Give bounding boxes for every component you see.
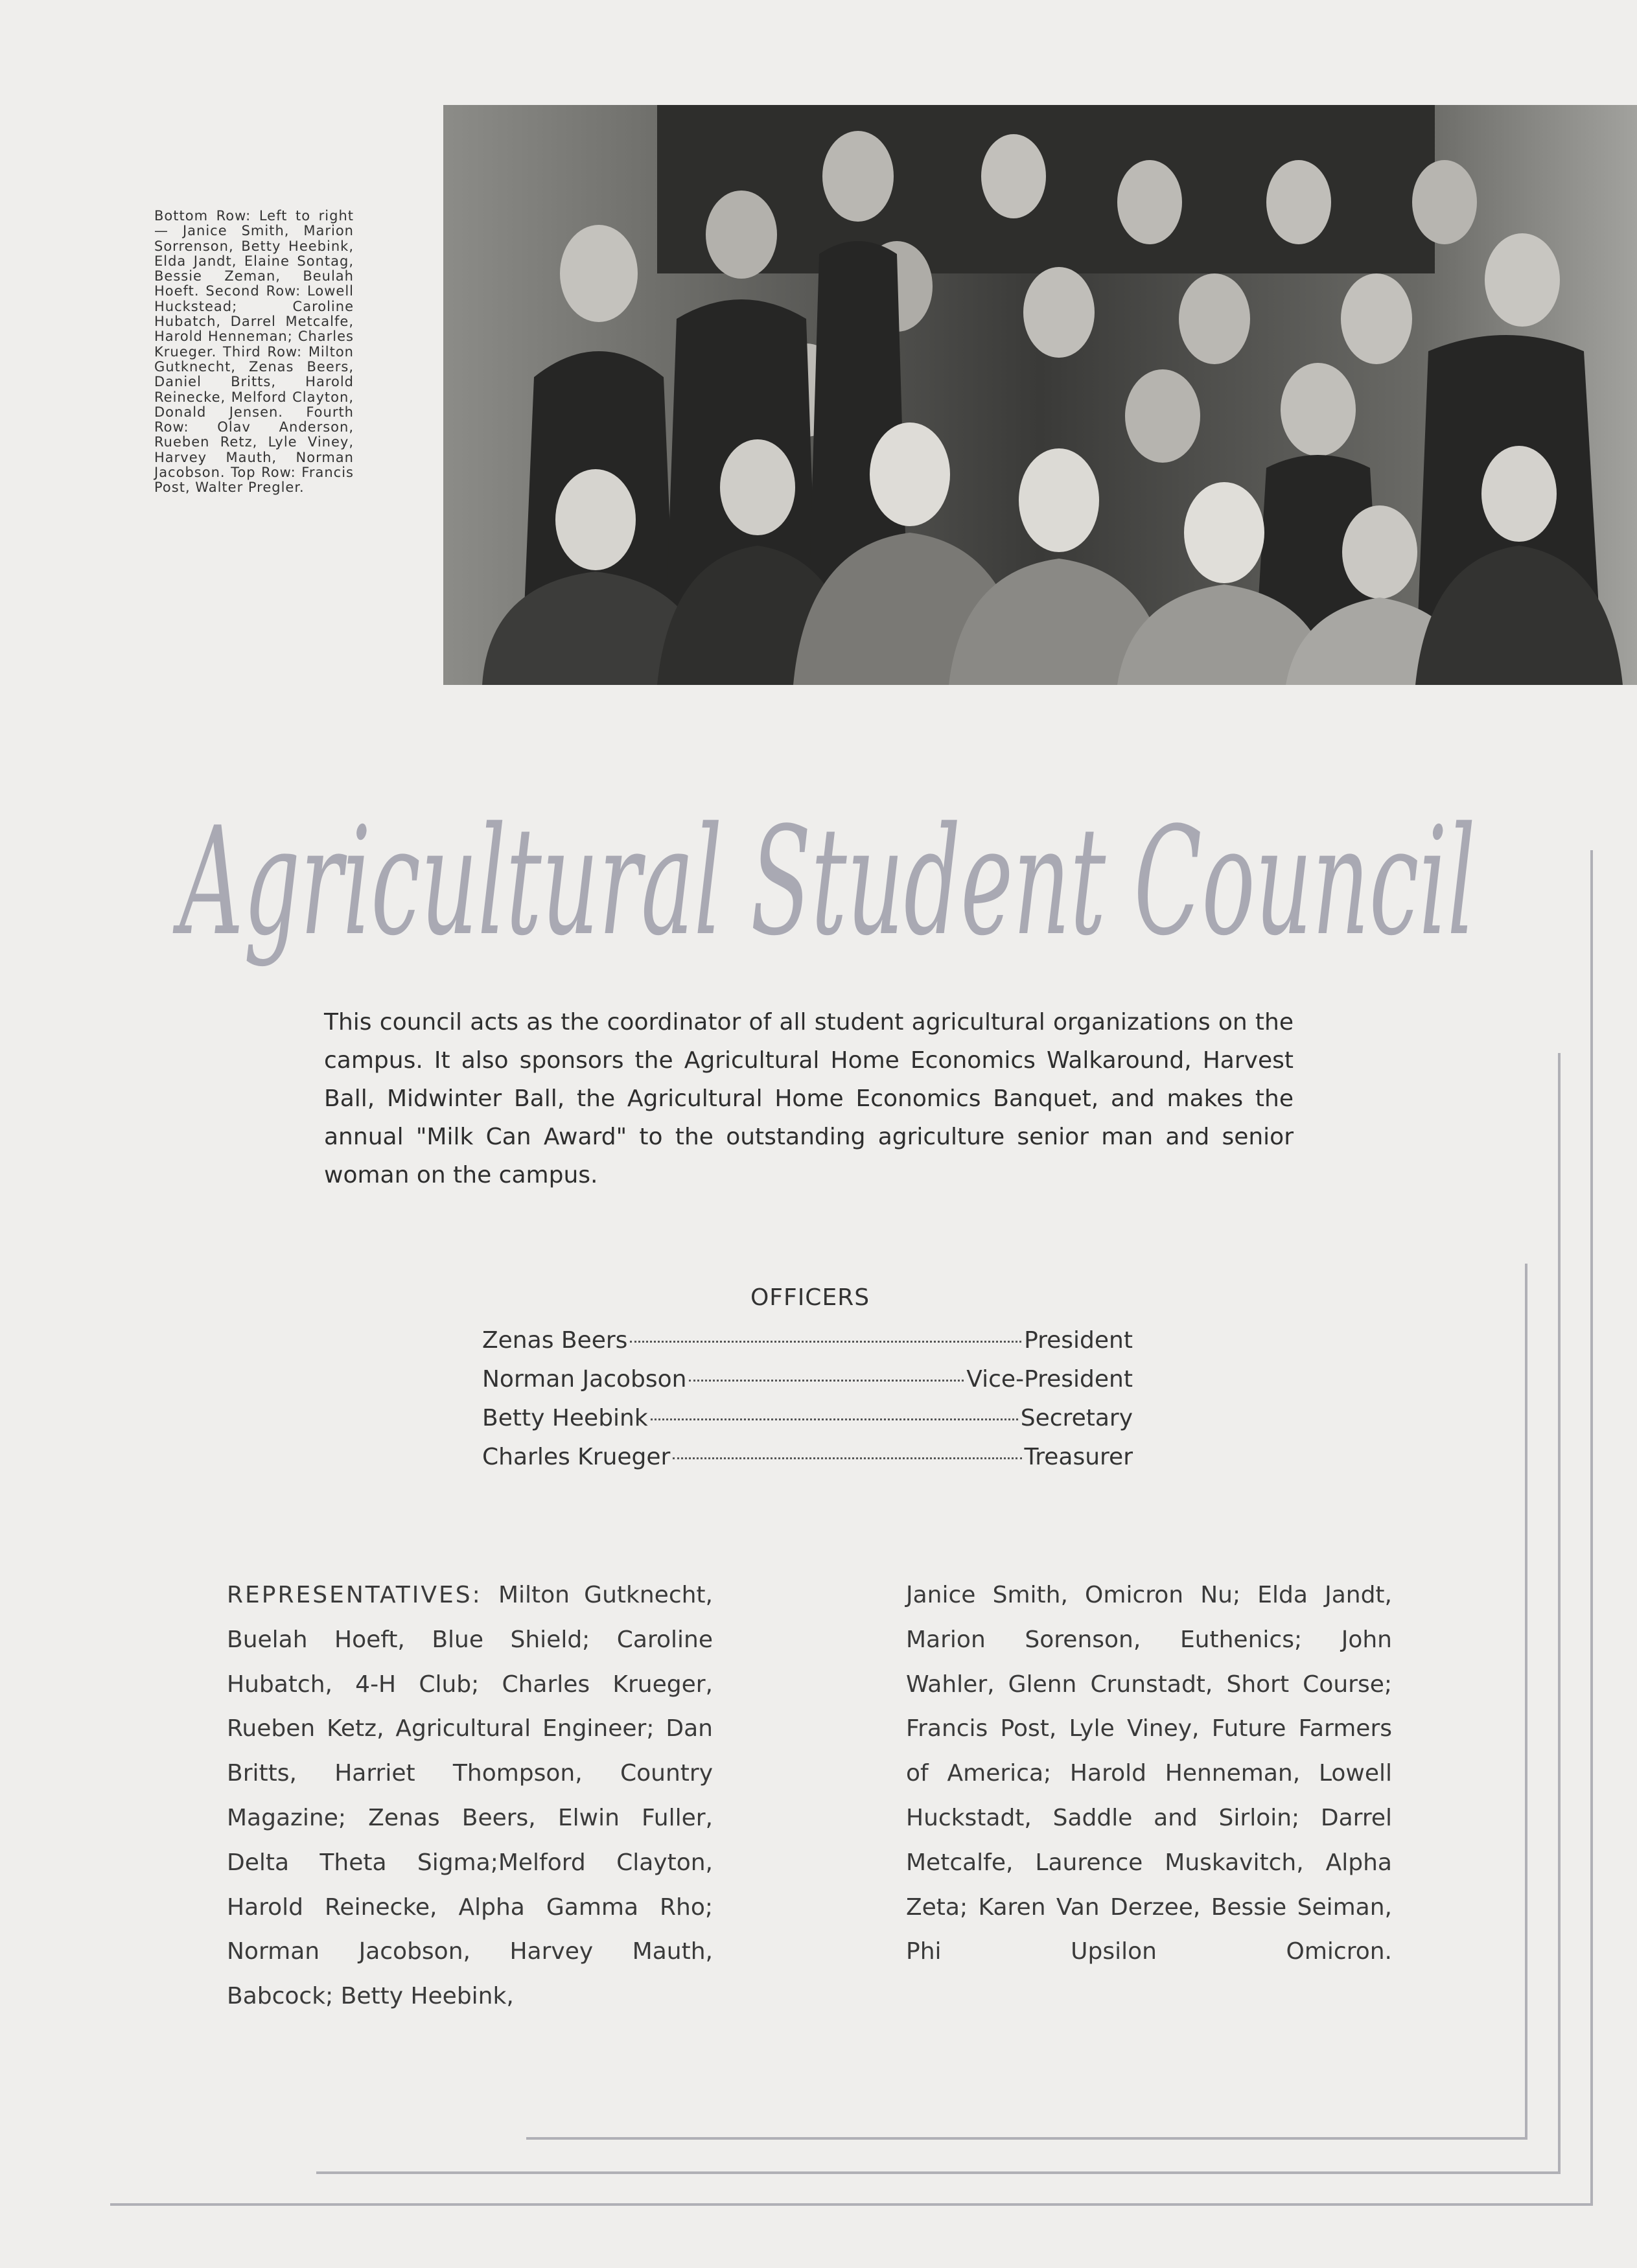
photo-caption: Bottom Row: Left to right — Janice Smith, Marion Sorrenson, Betty Heebink, Elda Jandt, Elaine Sontag, Bessie Zeman, Beulah Hoeft. Second Row: Lowell Huckstead; Caroline Hubatch, Darrel Metcalfe, Harold Henneman; Charles Krueger. Third Row: Milton Gutknecht, Zenas Beers, Daniel Britts, Harold Reinecke, Melford Clayton, Donald Jensen. Fourth Row: Olav Anderson, Rueben Retz, Lyle Viney, Harvey Mauth, Norman Jacobson. Top Row: Francis Post, Walter Pregler. [154,208,354,496]
page-title [170,761,1485,995]
leader-dots [689,1380,964,1382]
representatives-text-right: Janice Smith, Omicron Nu; Elda Jandt, Marion Sorenson, Euthenics; John Wahler, Glenn Crunstadt, Short Course; Francis Post, Lyle Viney, Future Farmers of America; Harold Henneman, Lowell Huckstadt, Saddle and Sirloin; Darrel Metcalfe, Laurence Muskavitch, Alpha Zeta; Karen Van Derzee, Bessie Seiman, Phi Upsilon Omicron. [906,1582,1392,1965]
representatives-label: REPRESENTATIVES: [227,1582,498,1608]
officer-row [482,1366,1133,1405]
officers-heading: OFFICERS [750,1284,870,1311]
frame-rule-bottom-outer [110,2203,1593,2206]
officer-row [482,1327,1133,1366]
officer-role: Vice-President [966,1366,1133,1393]
officer-role: Secretary [1020,1405,1133,1431]
svg-text:Agricultural Student Council: Agricultural Student Council [172,796,1476,969]
frame-rule-bottom-middle [316,2171,1561,2174]
officer-role: President [1024,1327,1133,1354]
leader-dots [673,1457,1021,1459]
representatives-left-column [227,1573,713,2019]
officer-name: Zenas Beers [482,1327,628,1354]
frame-rule-right-outer [1590,850,1593,2204]
officer-name: Norman Jacobson [482,1366,687,1393]
officer-name: Charles Krueger [482,1444,671,1470]
frame-rule-right-inner [1525,1264,1527,2140]
officer-role: Treasurer [1024,1444,1133,1470]
group-photo [443,105,1637,685]
leader-dots [630,1341,1021,1343]
representatives-right-column [906,1573,1392,1974]
council-description: This council acts as the coordinator of all student agricultural organizations on the campus. It also sponsors the Agricultural Home Economics Walkaround, Harvest Ball, Midwinter Ball, the Agricultural Home Economics Banquet, and makes the annual "Milk Can Award" to the outstanding agriculture senior man and senior woman on the campus. [324,1009,1294,1188]
officer-name: Betty Heebink [482,1405,648,1431]
officers-list [482,1327,1133,1483]
officer-row [482,1405,1133,1444]
officer-row [482,1444,1133,1483]
frame-rule-bottom-inner [526,2137,1527,2140]
leader-dots [651,1418,1018,1420]
frame-rule-right-middle [1558,1053,1561,2174]
representatives-text-left: Milton Gutknecht, Buelah Hoeft, Blue Shield; Caroline Hubatch, 4-H Club; Charles Krueger, Rueben Ketz, Agricultural Engineer; Dan Britts, Harriet Thompson, Country Magazine; Zenas Beers, Elwin Fuller, Delta Theta Sigma;Melford Clayton, Harold Reinecke, Alpha Gamma Rho; Norman Jacobson, Harvey Mauth, Babcock; Betty Heebink, [227,1582,713,2010]
